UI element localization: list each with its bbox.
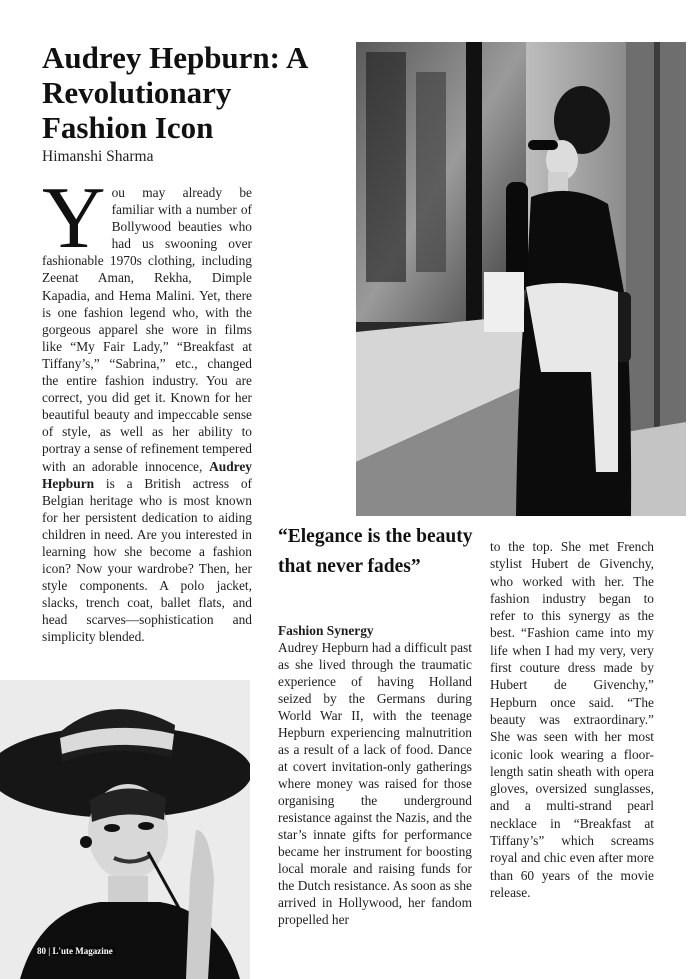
synergy-column [278, 622, 472, 928]
article-title: Audrey Hepburn: A Revolutionary Fashion Icon [42, 40, 307, 145]
author-byline: Himanshi Sharma [42, 148, 154, 165]
photo-hepburn-hat [0, 680, 250, 979]
continued-column [490, 538, 654, 901]
synergy-text: Audrey Hepburn had a difficult past as she lived through the traumatic experience of having Holland seized by the Germans during World War II, with the teenage Hepburn experiencing malnutrition as a result of a lack of food. Dance at covert invitation-only gatherings where money was raised for those organising the underground resistance against the Nazis, and the star’s innate gifts for performance became her instrument for boosting local morale and raising funds for the Dutch resistance. As soon as she arrived in Hollywood, her fandom propelled her [278, 640, 472, 927]
pull-quote: “Elegance is the beauty that never fades” [278, 526, 473, 577]
intro-text-1: ou may already be familiar with a number of Bollywood beauties who had us swooning over fashionable 1970s clothing, including Zeenat Aman, Rekha, Dimple Kapadia, and Hema Malini. Yet, there is one fashion legend who, with the gorgeous apparel she wore in films like “My Fair Lady,” “Breakfast at Tiffany’s,” “Sabrina,” etc., changed the entire fashion industry. You are correct, you did get it. Known for her beautiful beauty and impeccable sense of style, as well as her ability to portray a sense of refinement tempered with an adorable innocence, [42, 185, 252, 474]
continued-text: to the top. She met French stylist Hubert de Givenchy, who worked with her. The fashion industry began to refer to this synergy as the best. “Fashion came into my life when I had my very, very first couture dress made by Hubert de Givenchy,” Hepburn once said. “The beauty was extraordinary.” She was seen with her most iconic look wearing a floor-length satin sheath with opera gloves, oversized sunglasses, and a multi-strand pearl necklace in “Breakfast at Tiffany’s” which screams royal and chic even after more than 60 years of the movie release. [490, 539, 654, 900]
intro-name: Audrey Hepburn [42, 458, 252, 491]
photo-breakfast-at-tiffanys [356, 42, 686, 516]
intro-column [42, 170, 252, 646]
page-footer: 80 | L'ute Magazine [34, 946, 116, 956]
section-subhead: Fashion Synergy [278, 623, 374, 638]
intro-text-2: is a British actress of Belgian heritage who is most known for her persistent dedication to aiding children in need. Are you interested in learning how she become a fashion icon? Now your wardrobe? Then, her style components. A polo jacket, slacks, trench coat, ballet flats, and head scarves—sophistication and simplicity blended. [42, 475, 252, 645]
drop-cap: Y [42, 170, 106, 267]
